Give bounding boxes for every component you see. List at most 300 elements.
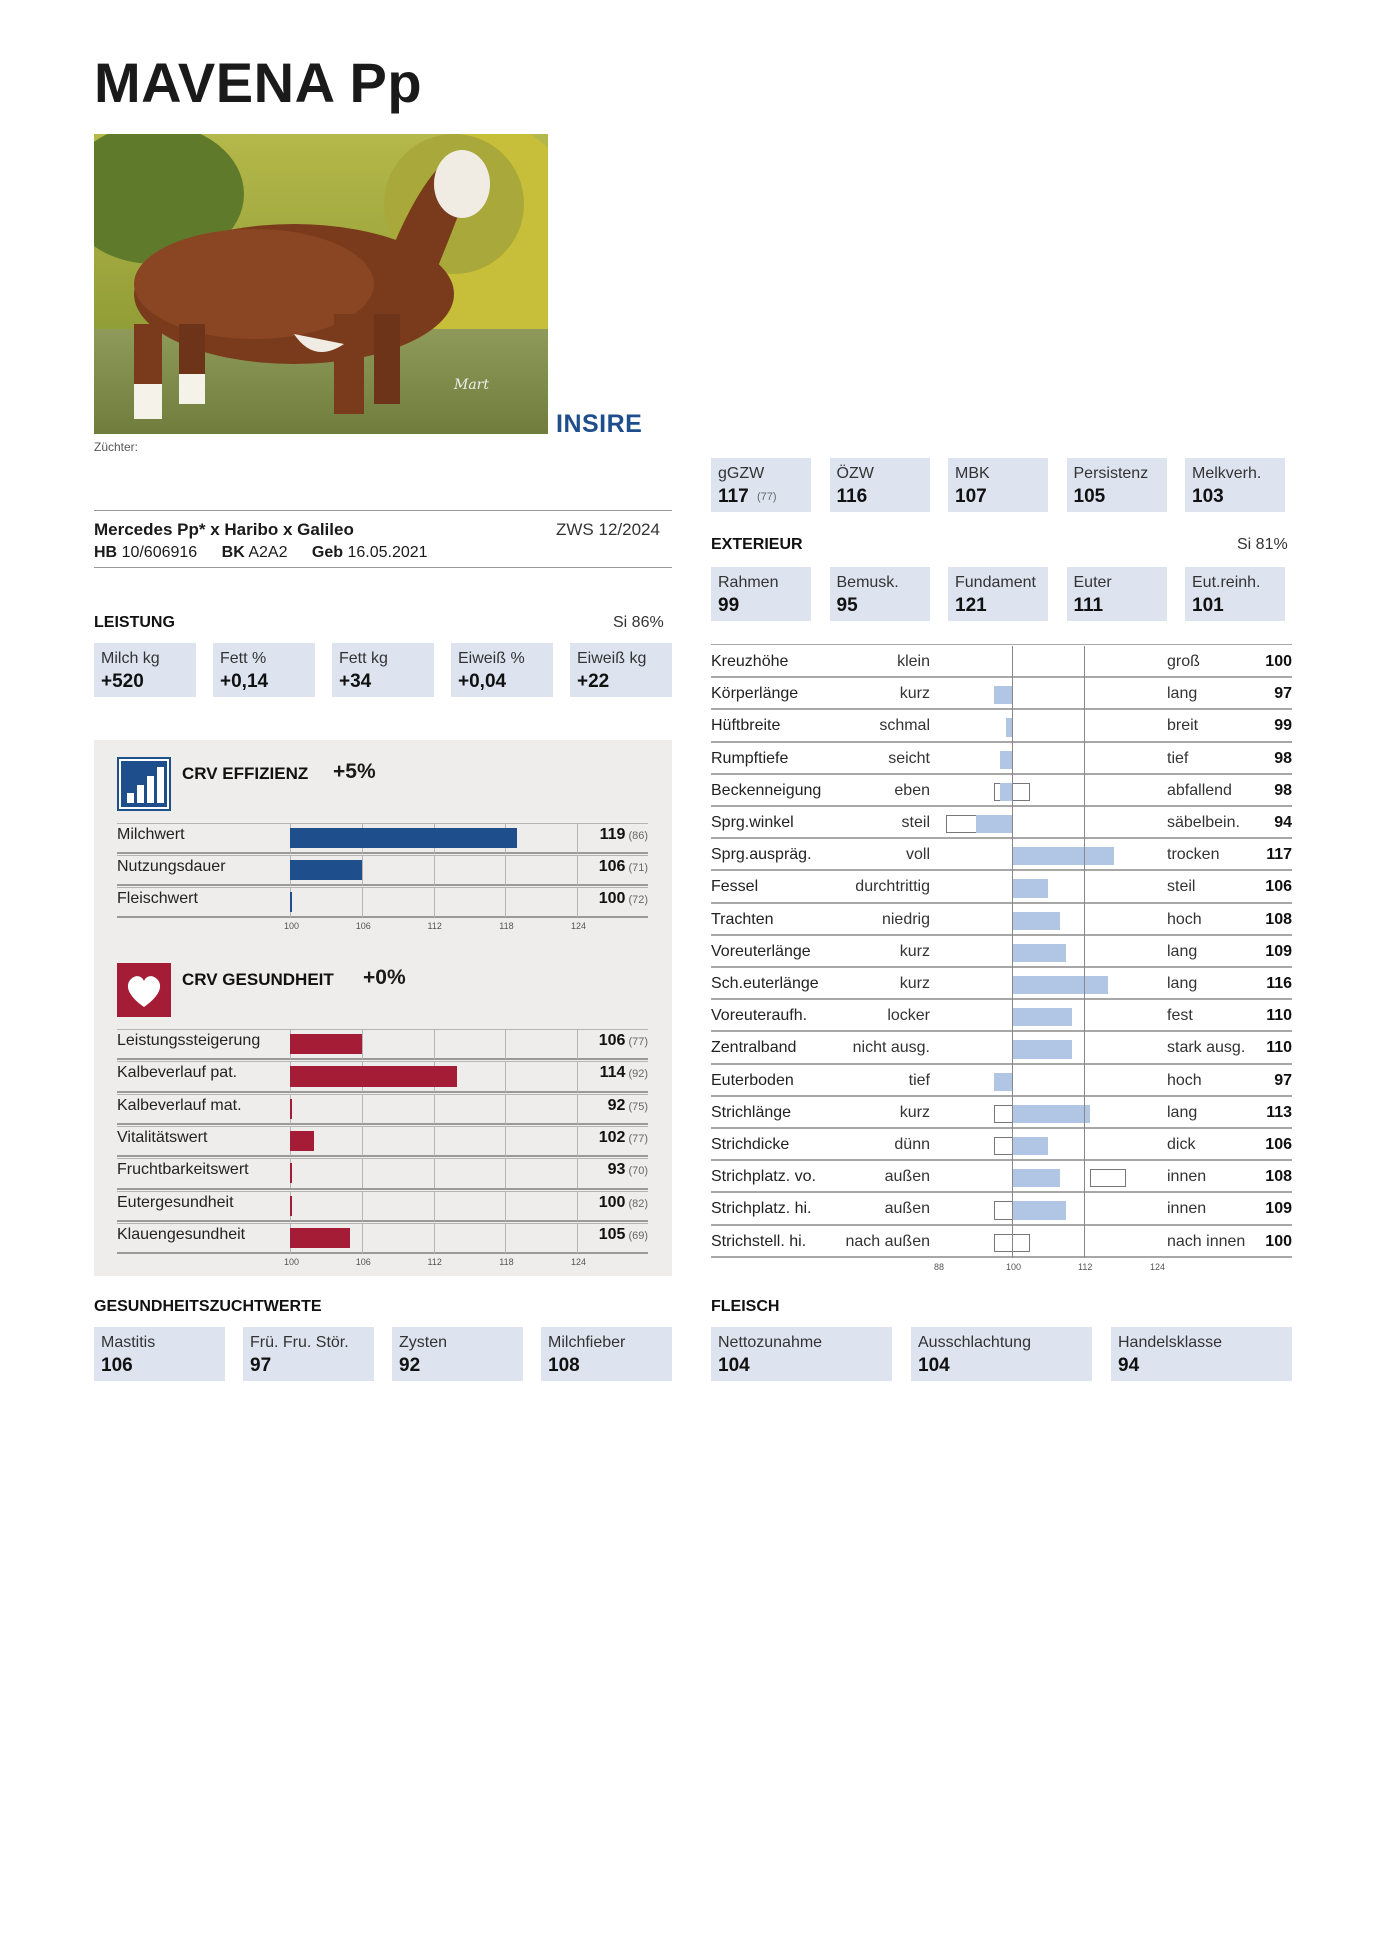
- box-value: +34: [339, 671, 372, 692]
- grid-line: [505, 1191, 506, 1221]
- ext-high-label: innen: [1167, 1168, 1207, 1186]
- row-divider: [117, 823, 648, 824]
- grid-line: [362, 887, 363, 917]
- grid-line: [434, 855, 435, 885]
- leistung-box: [213, 643, 315, 697]
- row-divider: [711, 966, 1292, 968]
- row-divider: [117, 1155, 648, 1157]
- row-divider: [117, 1188, 648, 1190]
- ext-trait-label: Fessel: [711, 878, 759, 896]
- ext-high-label: säbelbein.: [1167, 814, 1240, 831]
- axis-tick: 118: [499, 1257, 514, 1268]
- box-label: Frü. Fru. Stör.: [250, 1334, 349, 1351]
- box-label: Milch kg: [101, 650, 160, 667]
- box-value: +22: [577, 671, 610, 692]
- row-score: 106: [598, 858, 626, 875]
- ext-bar: [1012, 1169, 1060, 1187]
- row-label: Kalbeverlauf pat.: [117, 1064, 238, 1082]
- axis-tick: 112: [427, 921, 442, 931]
- row-divider: [117, 1220, 648, 1222]
- ext-high-label: nach innen: [1167, 1232, 1246, 1250]
- grid-line: [434, 1029, 435, 1059]
- ext-low-label: nicht ausg.: [852, 1039, 930, 1057]
- grid-line: [362, 1126, 363, 1156]
- ext-trait-label: Strichlänge: [711, 1103, 792, 1121]
- ext-value: 108: [1265, 1168, 1292, 1186]
- row-score: 93: [607, 1161, 626, 1179]
- box-value: 99: [718, 595, 740, 616]
- gesundheit-value: +0%: [363, 966, 406, 989]
- gesundheitszw-box: [94, 1327, 225, 1381]
- fleisch-box: [911, 1327, 1092, 1381]
- row-score: 119: [599, 826, 626, 843]
- row-divider: [117, 1061, 648, 1062]
- ext-high-label: abfallend: [1167, 781, 1232, 799]
- row-divider: [117, 1058, 648, 1060]
- efficiency-icon: [117, 757, 171, 811]
- brand-logo: INSIRE: [556, 410, 643, 438]
- row-value: [578, 890, 648, 908]
- ext-trait-label: Kreuzhöhe: [711, 653, 789, 670]
- ext-low-label: voll: [905, 846, 930, 864]
- row-reliability: (77): [628, 1036, 648, 1048]
- row-divider: [117, 1158, 648, 1159]
- ext-low-label: kurz: [899, 942, 930, 960]
- grid-line: [505, 1029, 506, 1059]
- row-divider: [711, 934, 1292, 936]
- ext-value: 109: [1265, 942, 1292, 960]
- box-label: Nettozunahme: [718, 1334, 823, 1351]
- bar: [290, 1131, 314, 1151]
- ext-low-label: durchtrittig: [855, 878, 930, 896]
- ext-low-label: kurz: [899, 975, 930, 992]
- axis-tick: 100: [1006, 1261, 1022, 1272]
- divider: [94, 510, 672, 511]
- axis-tick: 100: [284, 1257, 300, 1268]
- hb-value: 10/606916: [121, 544, 198, 561]
- row-reliability: (71): [628, 862, 648, 874]
- gesundheit-title: CRV GESUNDHEIT: [182, 970, 334, 989]
- box-value: 103: [1192, 486, 1224, 507]
- gesundheitszw-title: GESUNDHEITSZUCHTWERTE: [94, 1298, 322, 1315]
- ext-high-label: trocken: [1167, 846, 1220, 864]
- zuechter-label: Züchter:: [94, 440, 139, 454]
- grid-line: [362, 1029, 363, 1059]
- id-line: [94, 544, 428, 562]
- row-divider: [711, 1127, 1292, 1129]
- ext-low-label: kurz: [899, 1103, 930, 1121]
- row-value: [578, 1226, 648, 1244]
- row-label: Leistungssteigerung: [117, 1032, 261, 1049]
- row-reliability: (77): [628, 1132, 648, 1145]
- row-divider: [117, 1029, 648, 1030]
- grid-line: [434, 887, 435, 917]
- ext-value: 100: [1265, 653, 1292, 670]
- heart-icon: [117, 963, 171, 1017]
- ext-value: 98: [1274, 781, 1292, 799]
- axis-tick: 124: [1150, 1261, 1166, 1272]
- fleisch-box: [711, 1327, 892, 1381]
- divider: [94, 567, 672, 568]
- ext-value: 117: [1266, 846, 1292, 864]
- index-box: [1067, 458, 1167, 512]
- effizienz-title: CRV EFFIZIENZ: [182, 764, 309, 783]
- axis-tick: 124: [571, 921, 587, 931]
- geb-label: Geb: [311, 544, 344, 561]
- row-divider: [117, 1223, 648, 1224]
- grid-line: [505, 1223, 506, 1253]
- ext-bar: [994, 1073, 1012, 1091]
- box-label: Euter: [1073, 574, 1112, 591]
- ext-high-label: lang: [1167, 1103, 1198, 1121]
- row-score: 106: [598, 1032, 626, 1049]
- index-box: [948, 458, 1048, 512]
- box-value: 95: [836, 595, 858, 616]
- box-label: Fett %: [220, 650, 267, 667]
- box-value: 94: [1118, 1355, 1140, 1376]
- ext-value: 94: [1274, 814, 1292, 831]
- ext-trait-label: Beckenneigung: [711, 781, 822, 799]
- row-divider: [117, 884, 648, 886]
- row-divider: [117, 1252, 648, 1254]
- ext-trait-label: Strichstell. hi.: [711, 1232, 807, 1250]
- leistung-box: [570, 643, 672, 697]
- row-divider: [117, 887, 648, 888]
- ext-low-label: dünn: [894, 1136, 930, 1153]
- ext-bar: [1012, 847, 1114, 865]
- ext-high-label: groß: [1167, 653, 1200, 670]
- row-reliability: (92): [628, 1068, 648, 1081]
- ext-low-label: nach außen: [845, 1232, 930, 1250]
- box-value: 117: [718, 486, 749, 507]
- ext-high-label: lang: [1167, 685, 1198, 703]
- exterieur-box: [1185, 567, 1285, 621]
- leistung-title: LEISTUNG: [94, 614, 175, 631]
- row-label: Klauengesundheit: [117, 1225, 246, 1243]
- row-divider: [711, 998, 1292, 1000]
- row-divider: [711, 773, 1292, 775]
- box-label: Eiweiß kg: [577, 650, 647, 667]
- box-value: 108: [548, 1355, 580, 1376]
- axis-tick: 124: [571, 1257, 587, 1268]
- row-label: Fleischwert: [117, 890, 198, 907]
- ext-low-label: tief: [908, 1071, 930, 1089]
- ext-value: 98: [1274, 749, 1292, 767]
- axis-tick: 88: [934, 1261, 945, 1272]
- ext-trait-label: Sprg.auspräg.: [711, 846, 812, 864]
- box-value: 101: [1192, 595, 1224, 616]
- grid-line: [434, 1223, 435, 1253]
- row-reliability: (72): [628, 894, 648, 906]
- ext-value: 100: [1265, 1232, 1292, 1250]
- ext-low-label: eben: [894, 781, 930, 799]
- axis-line-112: [1084, 646, 1085, 1258]
- grid-line: [362, 1223, 363, 1253]
- ext-value: 116: [1266, 975, 1292, 992]
- axis-tick: 106: [355, 921, 371, 931]
- ext-value: 106: [1265, 1136, 1292, 1153]
- grid-line: [505, 1061, 506, 1091]
- row-label: Eutergesundheit: [117, 1193, 234, 1211]
- ext-low-label: niedrig: [881, 910, 930, 928]
- row-divider: [117, 916, 648, 918]
- effizienz-value: +5%: [333, 760, 376, 783]
- grid-line: [505, 1126, 506, 1156]
- ext-trait-label: Voreuteraufh.: [711, 1007, 808, 1025]
- ext-value: 99: [1274, 717, 1292, 735]
- row-divider: [711, 805, 1292, 807]
- bar: [290, 1066, 457, 1086]
- row-divider: [711, 837, 1292, 839]
- box-label: ÖZW: [836, 465, 874, 482]
- ext-trait-label: Euterboden: [711, 1071, 794, 1089]
- index-box: [711, 458, 811, 512]
- index-box: [1185, 458, 1285, 512]
- bar: [290, 1034, 362, 1054]
- exterieur-title: EXTERIEUR: [711, 536, 803, 553]
- row-score: 105: [598, 1225, 626, 1243]
- exterieur-box: [711, 567, 811, 621]
- row-divider: [117, 1091, 648, 1093]
- ext-value: 109: [1265, 1200, 1292, 1218]
- row-divider: [711, 1224, 1292, 1226]
- row-divider: [711, 741, 1292, 743]
- row-divider: [117, 855, 648, 856]
- box-value: 105: [1073, 486, 1106, 507]
- gesundheitszw-box: [392, 1327, 523, 1381]
- box-value: 121: [955, 595, 987, 616]
- box-value: 106: [101, 1355, 133, 1376]
- box-label: Rahmen: [718, 574, 779, 591]
- ext-high-label: tief: [1167, 749, 1189, 767]
- ext-low-label: schmal: [879, 717, 930, 735]
- row-divider: [711, 1256, 1292, 1258]
- ext-trait-label: Strichplatz. hi.: [711, 1200, 812, 1218]
- pedigree: Mercedes Pp* x Haribo x Galileo: [94, 520, 354, 539]
- row-divider: [117, 852, 648, 854]
- bk-value: A2A2: [248, 544, 288, 561]
- box-value: +0,04: [458, 671, 507, 692]
- box-label: Handelsklasse: [1118, 1334, 1223, 1351]
- grid-line: [362, 1094, 363, 1124]
- box-value: +520: [101, 671, 144, 692]
- box-value: 116: [836, 486, 868, 507]
- bar: [290, 1099, 292, 1119]
- box-reliability: (77): [757, 491, 777, 503]
- box-value: 97: [250, 1355, 272, 1376]
- row-score: 100: [598, 890, 626, 907]
- row-score: 114: [599, 1064, 626, 1082]
- box-label: MBK: [955, 465, 990, 482]
- zws-date: ZWS 12/2024: [556, 520, 660, 539]
- bar: [290, 828, 517, 848]
- grid-line: [434, 1094, 435, 1124]
- grid-line: [362, 1158, 363, 1188]
- bar: [290, 860, 362, 880]
- ext-low-label: klein: [897, 653, 930, 670]
- row-value: [578, 1032, 648, 1050]
- box-value: 104: [918, 1355, 950, 1376]
- ext-high-label: dick: [1167, 1136, 1196, 1153]
- box-label: Fundament: [955, 574, 1036, 591]
- ext-trait-label: Rumpftiefe: [711, 749, 789, 767]
- ext-trait-label: Körperlänge: [711, 685, 799, 703]
- ext-value: 97: [1274, 685, 1292, 703]
- row-label: Nutzungsdauer: [117, 858, 226, 875]
- ext-bar: [1012, 944, 1066, 962]
- index-box: [830, 458, 930, 512]
- box-value: +0,14: [220, 671, 269, 692]
- leistung-box: [332, 643, 434, 697]
- fleisch-box: [1111, 1327, 1292, 1381]
- ext-bar: [976, 815, 1012, 833]
- row-value: [578, 1129, 648, 1147]
- exterieur-box: [830, 567, 930, 621]
- box-label: Milchfieber: [548, 1334, 626, 1351]
- row-divider: [117, 1123, 648, 1125]
- ext-low-label: steil: [901, 814, 930, 831]
- row-value: [578, 1064, 648, 1082]
- row-divider: [711, 1159, 1292, 1161]
- grid-line: [505, 887, 506, 917]
- row-label: Milchwert: [117, 826, 185, 843]
- row-divider: [711, 1063, 1292, 1065]
- row-label: Fruchtbarkeitswert: [117, 1161, 249, 1179]
- exterieur-box: [1067, 567, 1167, 621]
- ext-high-label: stark ausg.: [1167, 1039, 1246, 1057]
- bar: [290, 1228, 350, 1248]
- hb-label: HB: [94, 544, 118, 561]
- axis-tick: 112: [427, 1257, 442, 1268]
- ext-trait-label: Sch.euterlänge: [711, 975, 819, 992]
- ext-bar: [1000, 783, 1012, 801]
- leistung-si: Si 86%: [613, 614, 664, 631]
- ext-value: 108: [1265, 910, 1292, 928]
- box-value: 92: [399, 1355, 421, 1376]
- ext-value: 106: [1265, 878, 1292, 896]
- ext-value: 110: [1266, 1007, 1292, 1025]
- row-reliability: (82): [628, 1197, 648, 1210]
- row-divider: [711, 644, 1292, 645]
- ext-value: 110: [1266, 1039, 1292, 1057]
- box-value: 107: [955, 486, 987, 507]
- box-label: Melkverh.: [1192, 465, 1262, 482]
- row-divider: [711, 1191, 1292, 1193]
- ext-high-label: innen: [1167, 1200, 1207, 1218]
- ext-trait-label: Hüftbreite: [711, 717, 781, 735]
- row-divider: [711, 1030, 1292, 1032]
- row-reliability: (69): [628, 1229, 648, 1242]
- grid-line: [434, 1191, 435, 1221]
- page-title: MAVENA Pp: [94, 51, 423, 114]
- ext-high-label: hoch: [1167, 1071, 1202, 1089]
- box-label: Fett kg: [339, 650, 388, 667]
- ext-trait-label: Zentralband: [711, 1039, 797, 1057]
- box-label: Eut.reinh.: [1192, 574, 1261, 591]
- grid-line: [434, 1126, 435, 1156]
- box-label: gGZW: [718, 465, 765, 482]
- grid-line: [505, 1094, 506, 1124]
- grid-line: [505, 855, 506, 885]
- ext-low-label: außen: [884, 1168, 930, 1186]
- row-value: [578, 858, 648, 876]
- ext-bar: [1012, 1040, 1072, 1058]
- ext-high-label: lang: [1167, 942, 1198, 960]
- ext-low-label: kurz: [899, 685, 930, 703]
- row-divider: [711, 869, 1292, 871]
- row-score: 92: [607, 1096, 626, 1114]
- row-divider: [117, 1126, 648, 1127]
- grid-line: [362, 1191, 363, 1221]
- ext-bar: [1012, 912, 1060, 930]
- axis-tick: 106: [355, 1257, 371, 1268]
- ext-bar: [1012, 1008, 1072, 1026]
- ext-value: 113: [1266, 1103, 1292, 1121]
- ext-bar: [1012, 976, 1108, 994]
- grid-line: [434, 1158, 435, 1188]
- bull-photo: [94, 134, 548, 434]
- row-value: [578, 826, 648, 844]
- row-label: Vitalitätswert: [117, 1128, 208, 1146]
- row-value: [578, 1194, 648, 1212]
- ext-high-label: steil: [1167, 878, 1196, 896]
- box-label: Persistenz: [1073, 465, 1149, 482]
- row-divider: [711, 1095, 1292, 1097]
- ext-bar: [1012, 1105, 1090, 1123]
- row-score: 100: [598, 1193, 626, 1211]
- bk-label: BK: [221, 544, 245, 561]
- svg-text:Mart: Mart: [454, 377, 489, 393]
- grid-line: [505, 1158, 506, 1188]
- row-divider: [117, 1094, 648, 1095]
- box-label: Zysten: [399, 1334, 448, 1351]
- row-score: 102: [598, 1128, 626, 1146]
- row-divider: [711, 708, 1292, 710]
- row-value: [578, 1097, 648, 1115]
- gesundheitszw-box: [243, 1327, 374, 1381]
- row-divider: [711, 676, 1292, 678]
- fleisch-title: FLEISCH: [711, 1298, 780, 1315]
- ext-trait-label: Strichdicke: [711, 1136, 790, 1153]
- bull-photo-illustration: [94, 134, 548, 434]
- row-reliability: (86): [628, 830, 648, 842]
- bar: [290, 1196, 292, 1216]
- box-label: Eiweiß %: [458, 650, 525, 667]
- axis-tick: 112: [1078, 1261, 1093, 1272]
- box-label: Ausschlachtung: [918, 1334, 1031, 1351]
- ext-high-label: fest: [1167, 1007, 1193, 1025]
- row-divider: [711, 902, 1292, 904]
- ext-low-label: außen: [884, 1200, 930, 1218]
- box-label: Mastitis: [101, 1334, 156, 1351]
- axis-tick: 118: [499, 921, 514, 931]
- row-value: [578, 1161, 648, 1179]
- ext-trait-label: Trachten: [711, 910, 774, 928]
- bar: [290, 892, 292, 912]
- box-label: Bemusk.: [836, 574, 899, 591]
- box-value: 111: [1073, 595, 1104, 616]
- ext-trait-label: Voreuterlänge: [711, 942, 811, 960]
- ext-low-label: locker: [887, 1007, 930, 1025]
- ext-bar: [1012, 879, 1048, 897]
- geb-value: 16.05.2021: [347, 544, 428, 561]
- ext-bar: [994, 686, 1012, 704]
- leistung-box: [94, 643, 196, 697]
- ext-value: 97: [1274, 1071, 1292, 1089]
- ext-high-label: hoch: [1167, 910, 1202, 928]
- ext-low-label: seicht: [888, 749, 930, 767]
- axis-tick: 100: [284, 921, 300, 931]
